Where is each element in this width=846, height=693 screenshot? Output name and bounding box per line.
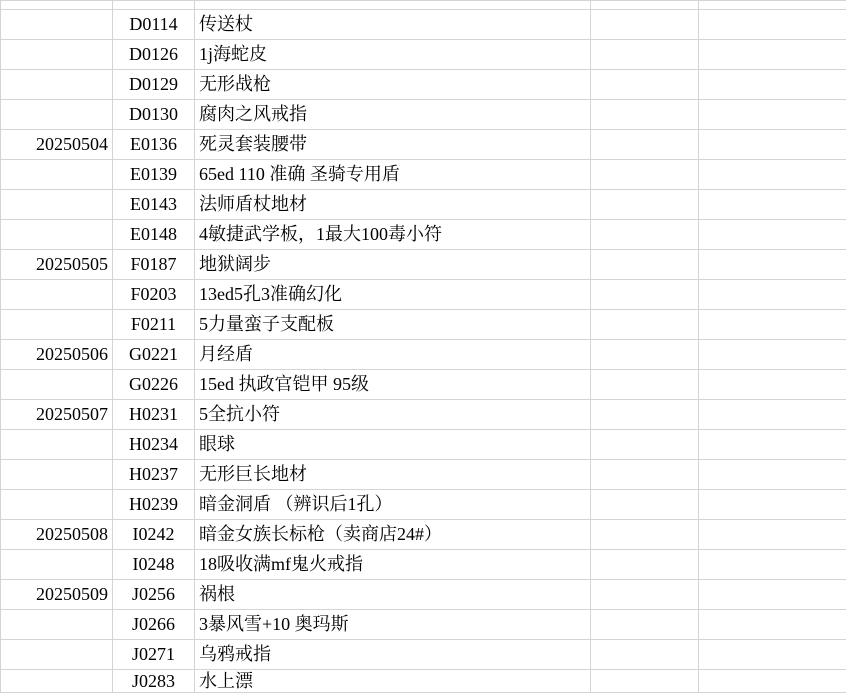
cell-extra-1[interactable]: [591, 190, 699, 220]
cell-extra-1[interactable]: [591, 670, 699, 693]
cell-extra-2[interactable]: [699, 310, 846, 340]
cell-code[interactable]: H0231: [113, 400, 195, 430]
cell-extra-1[interactable]: [591, 490, 699, 520]
table-row[interactable]: [1, 460, 846, 490]
cell-code[interactable]: E0148: [113, 220, 195, 250]
cell-date[interactable]: 20250506: [1, 340, 113, 370]
cell-extra-1[interactable]: [591, 460, 699, 490]
cell-date[interactable]: [1, 430, 113, 460]
cell-description[interactable]: [195, 1, 591, 10]
cell-extra-2[interactable]: [699, 280, 846, 310]
cell-date[interactable]: [1, 1, 113, 10]
cell-description[interactable]: 65ed 110 准确 圣骑专用盾: [195, 160, 591, 190]
cell-extra-2[interactable]: [699, 40, 846, 70]
cell-description[interactable]: 5力量蛮子支配板: [195, 310, 591, 340]
cell-extra-1[interactable]: [591, 130, 699, 160]
cell-date[interactable]: [1, 70, 113, 100]
table-row[interactable]: [1, 220, 846, 250]
cell-extra-2[interactable]: [699, 340, 846, 370]
cell-date[interactable]: 20250505: [1, 250, 113, 280]
cell-extra-2[interactable]: [699, 400, 846, 430]
cell-extra-2[interactable]: [699, 430, 846, 460]
cell-code[interactable]: I0242: [113, 520, 195, 550]
table-row[interactable]: [1, 640, 846, 670]
cell-extra-1[interactable]: [591, 70, 699, 100]
table-row[interactable]: [1, 520, 846, 550]
cell-code[interactable]: F0211: [113, 310, 195, 340]
cell-code[interactable]: J0283: [113, 670, 195, 693]
cell-code[interactable]: E0143: [113, 190, 195, 220]
cell-extra-1[interactable]: [591, 340, 699, 370]
cell-description[interactable]: 无形战枪: [195, 70, 591, 100]
cell-date[interactable]: 20250508: [1, 520, 113, 550]
cell-date[interactable]: [1, 100, 113, 130]
cell-extra-2[interactable]: [699, 70, 846, 100]
cell-date[interactable]: [1, 220, 113, 250]
cell-description[interactable]: 15ed 执政官铠甲 95级: [195, 370, 591, 400]
table-row[interactable]: [1, 400, 846, 430]
cell-description[interactable]: 暗金女族长标枪（卖商店24#）: [195, 520, 591, 550]
cell-extra-1[interactable]: [591, 310, 699, 340]
cell-description[interactable]: 祸根: [195, 580, 591, 610]
table-row[interactable]: [1, 280, 846, 310]
cell-description[interactable]: 暗金洞盾 （辨识后1孔）: [195, 490, 591, 520]
table-row[interactable]: [1, 10, 846, 40]
table-row[interactable]: [1, 190, 846, 220]
cell-description[interactable]: 1j海蛇皮: [195, 40, 591, 70]
cell-date[interactable]: [1, 640, 113, 670]
cell-date[interactable]: [1, 10, 113, 40]
cell-extra-2[interactable]: [699, 580, 846, 610]
table-row[interactable]: [1, 160, 846, 190]
cell-extra-2[interactable]: [699, 610, 846, 640]
cell-description[interactable]: 腐肉之风戒指: [195, 100, 591, 130]
cell-extra-2[interactable]: [699, 670, 846, 693]
cell-extra-1[interactable]: [591, 250, 699, 280]
cell-date[interactable]: 20250504: [1, 130, 113, 160]
cell-code[interactable]: D0129: [113, 70, 195, 100]
cell-extra-1[interactable]: [591, 10, 699, 40]
cell-extra-2[interactable]: [699, 190, 846, 220]
cell-date[interactable]: [1, 310, 113, 340]
cell-extra-2[interactable]: [699, 10, 846, 40]
cell-description[interactable]: 法师盾杖地材: [195, 190, 591, 220]
cell-code[interactable]: J0266: [113, 610, 195, 640]
cell-description[interactable]: 死灵套装腰带: [195, 130, 591, 160]
cell-description[interactable]: 地狱阔步: [195, 250, 591, 280]
cell-date[interactable]: [1, 550, 113, 580]
cell-description[interactable]: 3暴风雪+10 奥玛斯: [195, 610, 591, 640]
cell-date[interactable]: [1, 190, 113, 220]
cell-code[interactable]: D0130: [113, 100, 195, 130]
table-row[interactable]: [1, 550, 846, 580]
cell-code[interactable]: D0126: [113, 40, 195, 70]
table-row[interactable]: [1, 100, 846, 130]
cell-code[interactable]: G0221: [113, 340, 195, 370]
cell-code[interactable]: J0271: [113, 640, 195, 670]
table-row[interactable]: [1, 580, 846, 610]
cell-extra-1[interactable]: [591, 400, 699, 430]
cell-date[interactable]: [1, 40, 113, 70]
cell-extra-2[interactable]: [699, 520, 846, 550]
cell-description[interactable]: 月经盾: [195, 340, 591, 370]
cell-date[interactable]: [1, 160, 113, 190]
cell-date[interactable]: 20250507: [1, 400, 113, 430]
cell-extra-1[interactable]: [591, 40, 699, 70]
cell-code[interactable]: H0239: [113, 490, 195, 520]
cell-date[interactable]: [1, 460, 113, 490]
cell-extra-2[interactable]: [699, 220, 846, 250]
cell-date[interactable]: [1, 370, 113, 400]
cell-date[interactable]: [1, 490, 113, 520]
cell-description[interactable]: 水上漂: [195, 670, 591, 693]
cell-extra-1[interactable]: [591, 640, 699, 670]
cell-code[interactable]: I0248: [113, 550, 195, 580]
cell-description[interactable]: 18吸收满mf鬼火戒指: [195, 550, 591, 580]
table-row[interactable]: [1, 310, 846, 340]
cell-extra-1[interactable]: [591, 430, 699, 460]
cell-description[interactable]: 乌鸦戒指: [195, 640, 591, 670]
table-row[interactable]: [1, 40, 846, 70]
cell-date[interactable]: [1, 670, 113, 693]
cell-extra-2[interactable]: [699, 100, 846, 130]
cell-code[interactable]: D0114: [113, 10, 195, 40]
cell-date[interactable]: 20250509: [1, 580, 113, 610]
cell-extra-2[interactable]: [699, 640, 846, 670]
cell-extra-1[interactable]: [591, 370, 699, 400]
cell-extra-2[interactable]: [699, 1, 846, 10]
cell-extra-1[interactable]: [591, 1, 699, 10]
table-row[interactable]: [1, 490, 846, 520]
cell-extra-2[interactable]: [699, 460, 846, 490]
cell-extra-1[interactable]: [591, 220, 699, 250]
cell-code[interactable]: [113, 1, 195, 10]
cell-extra-2[interactable]: [699, 370, 846, 400]
table-row[interactable]: [1, 70, 846, 100]
cell-extra-2[interactable]: [699, 130, 846, 160]
cell-code[interactable]: H0237: [113, 460, 195, 490]
cell-date[interactable]: [1, 280, 113, 310]
cell-code[interactable]: E0139: [113, 160, 195, 190]
cell-extra-1[interactable]: [591, 580, 699, 610]
table-row[interactable]: [1, 610, 846, 640]
table-row[interactable]: [1, 370, 846, 400]
cell-code[interactable]: F0203: [113, 280, 195, 310]
cell-extra-1[interactable]: [591, 550, 699, 580]
cell-description[interactable]: 传送杖: [195, 10, 591, 40]
cell-extra-1[interactable]: [591, 100, 699, 130]
cell-code[interactable]: H0234: [113, 430, 195, 460]
cell-extra-1[interactable]: [591, 610, 699, 640]
table-row[interactable]: [1, 250, 846, 280]
cell-description[interactable]: 4敏捷武学板，1最大100毒小符: [195, 220, 591, 250]
cell-code[interactable]: F0187: [113, 250, 195, 280]
cell-extra-2[interactable]: [699, 250, 846, 280]
cell-date[interactable]: [1, 610, 113, 640]
cell-extra-1[interactable]: [591, 280, 699, 310]
cell-extra-1[interactable]: [591, 520, 699, 550]
cell-code[interactable]: J0256: [113, 580, 195, 610]
cell-extra-2[interactable]: [699, 550, 846, 580]
cell-extra-2[interactable]: [699, 490, 846, 520]
cell-description[interactable]: 无形巨长地材: [195, 460, 591, 490]
cell-code[interactable]: G0226: [113, 370, 195, 400]
cell-extra-1[interactable]: [591, 160, 699, 190]
cell-extra-2[interactable]: [699, 160, 846, 190]
table-row[interactable]: [1, 130, 846, 160]
table-row[interactable]: [1, 1, 846, 10]
spreadsheet-body: [1, 1, 846, 693]
table-row[interactable]: [1, 340, 846, 370]
cell-description[interactable]: 13ed5孔3准确幻化: [195, 280, 591, 310]
table-row[interactable]: [1, 670, 846, 693]
table-row[interactable]: [1, 430, 846, 460]
cell-code[interactable]: E0136: [113, 130, 195, 160]
cell-description[interactable]: 眼球: [195, 430, 591, 460]
cell-description[interactable]: 5全抗小符: [195, 400, 591, 430]
